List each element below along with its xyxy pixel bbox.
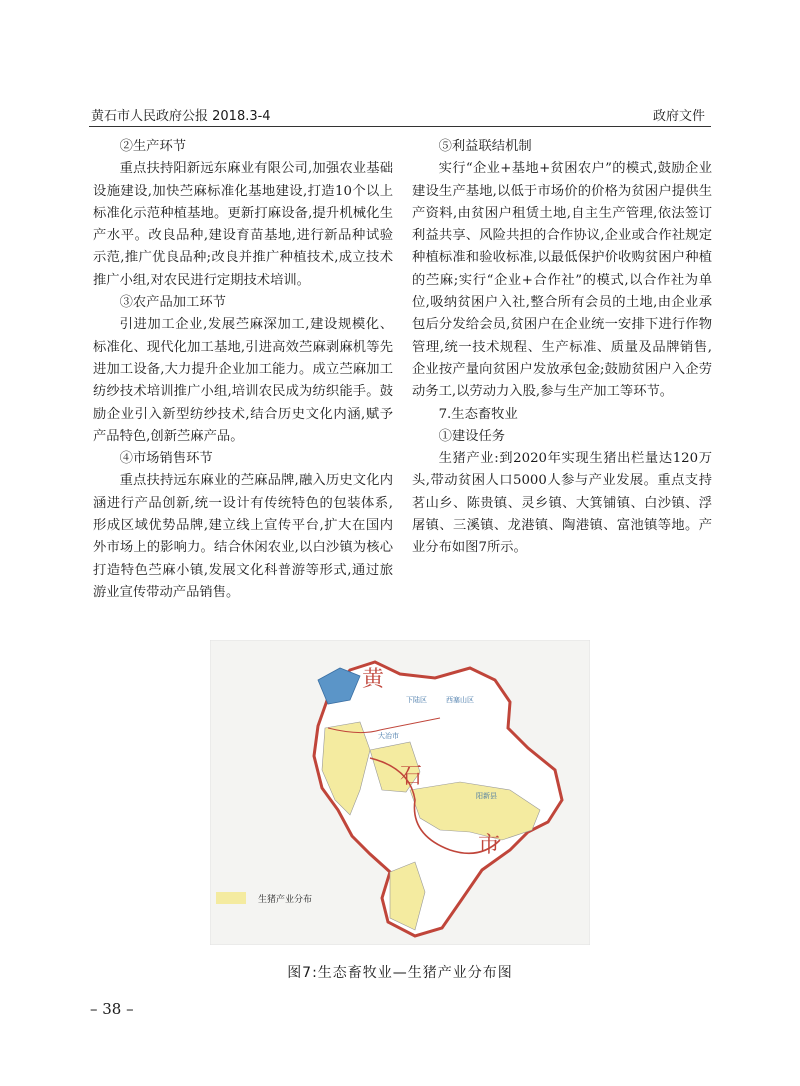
legend-label: 生猪产业分布	[258, 895, 313, 905]
page-header	[89, 104, 711, 127]
page-number: – 38 –	[90, 1000, 134, 1018]
district-label: 西塞山区	[446, 696, 474, 704]
map-big-char: 石	[400, 764, 423, 789]
legend-swatch	[216, 892, 246, 904]
subheading: ①建设任务	[438, 428, 506, 444]
paragraph: 实行“企业+基地+贫困农户”的模式,鼓励企业建设生产基地,以低于市场价的价格为贫困户提供生产资料,由贫困户租赁土地,自主生产管理,依法签订利益共享、风险共担的合作协议,企业或合作社规定种植标准和验收标准,以最低保护价收购贫困户种植的苎麻;实行“企业+合作社”的模式,以合作社为单位,吸纳贫困户入社,整合所有会员的土地,由企业承包后分发给会员,贫困户在企业统一安排下进行作物管理,统一技术规程、生产标准、质量及品牌销售,企业按产量向贫困户发放承包金;鼓励贫困户入企劳动务工,以劳动力入股,参与生产加工等环节。	[412, 161, 712, 400]
district-label: 大冶市	[378, 732, 399, 740]
figure-caption: 图7:生态畜牧业—生猪产业分布图	[287, 965, 513, 981]
subheading: ④市场销售环节	[119, 451, 213, 467]
subheading: ⑤利益联结机制	[438, 139, 532, 154]
map-big-char: 黄	[362, 667, 385, 692]
paragraph: 重点扶持远东麻业的苎麻品牌,融入历史文化内涵进行产品创新,统一设计有传统特色的包装体系,形成区域优势品牌,建立线上宣传平台,扩大在国内外市场上的影响力。结合休闲农业,以白沙镇为核心打造特色苎麻小镇,发展文化科普游等形式,通过旅游业宣传带动产品销售。	[93, 473, 393, 600]
district-label: 下陆区	[406, 696, 427, 704]
subheading: ③农产品加工环节	[119, 295, 226, 311]
district-label: 阳新县	[476, 792, 497, 800]
subheading: ②生产环节	[119, 139, 187, 154]
right-column	[412, 136, 712, 560]
pig-industry-map	[210, 640, 590, 945]
section-title: 政府文件	[652, 109, 705, 124]
journal-title: 黄石市人民政府公报 2018.3-4	[91, 109, 271, 124]
paragraph: 生猪产业:到2020年实现生猪出栏量达120万头,带动贫困人口5000人参与产业发展。重点支持茗山乡、陈贵镇、灵乡镇、大箕铺镇、白沙镇、浮屠镇、三溪镇、龙港镇、陶港镇、富池镇等地。产业分布如图7所示。	[412, 451, 712, 556]
subheading: 7.生态畜牧业	[438, 406, 518, 422]
map-svg	[210, 640, 590, 945]
paragraph: 引进加工企业,发展苎麻深加工,建设规模化、标准化、现代化加工基地,引进高效苎麻剥麻机等先进加工设备,大力提升企业加工能力。成立苎麻加工纺纱技术培训推广小组,培训农民成为纺织能手。鼓励企业引入新型纺纱技术,结合历史文化内涵,赋予产品特色,创新苎麻产品。	[93, 317, 393, 444]
left-column	[93, 136, 393, 604]
map-big-char: 市	[478, 833, 501, 858]
paragraph: 重点扶持阳新远东麻业有限公司,加强农业基础设施建设,加快苎麻标准化基地建设,打造10个以上标准化示范种植基地。更新打麻设备,提升机械化生产水平。改良品种,建设育苗基地,进行新品种试验示范,推广优良品种;改良并推广种植技术,成立技术推广小组,对农民进行定期技术培训。	[93, 161, 393, 288]
